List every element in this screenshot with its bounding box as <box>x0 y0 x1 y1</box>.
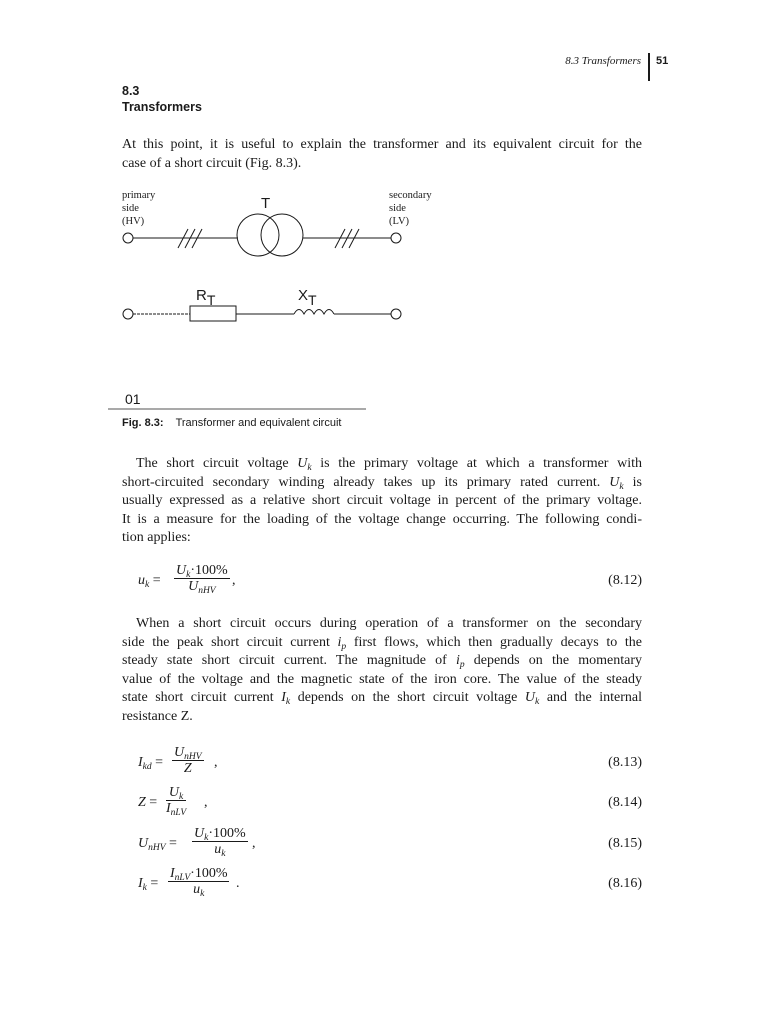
equation-8-16: $I_k$ = $I_{nLV}\cdot 100\%$ $u_k$ . (8.16) <box>138 866 642 899</box>
transformer-symbol-label: T <box>261 195 271 212</box>
equation-number: (8.15) <box>608 836 642 851</box>
resistance-label: $R_T$ <box>196 287 216 308</box>
short-circuit-voltage-paragraph: The short circuit voltage $U_k$ is the primary voltage at which a transformer with short-circuited secondary winding already takes up its primary rated current. $U_k$ is usually expressed as a relative short circuit voltage in percent of the primary voltage. It is a measure for the loading of the voltage change occurring. The following condi- tion applies: <box>122 456 642 545</box>
intro-line: case of a short circuit (Fig. 8.3). <box>122 155 302 171</box>
terminal-secondary-lv <box>391 233 401 243</box>
transformer-figure <box>108 185 453 415</box>
section-number: 8.3 <box>122 84 140 98</box>
intro-paragraph <box>122 136 642 173</box>
page-number: 51 <box>656 55 669 67</box>
inductor-xt <box>294 310 334 315</box>
transformer-coil-secondary <box>261 214 303 256</box>
secondary-side-label: secondary side (LV) <box>389 190 432 227</box>
short-circuit-current-paragraph: When a short circuit occurs during operation of a transformer on the secondary side the peak short circuit current $i_p$ first flows, which then gradually decays to the steady state short circuit current. The magnitude of $i_p$ depends on the momentary value of the voltage and the magnetic state of the iron core. The value of the steady state short circuit current $I_k$ depends on the short circuit voltage $U_k$ and the internal resistance Z. <box>122 616 642 724</box>
caption-text: Transformer and equivalent circuit <box>175 417 342 429</box>
caption-label: Fig. 8.3: <box>122 417 164 429</box>
equation-number: (8.14) <box>608 795 642 810</box>
transformer-coil-primary <box>237 214 279 256</box>
intro-line: At this point, it is useful to explain the transformer and its equivalent circuit for the <box>122 137 642 152</box>
header-divider <box>648 53 650 81</box>
figure-id: 01 <box>125 391 141 407</box>
section-title: Transformers <box>122 100 202 114</box>
equation-8-13: $I_{kd}$ = $U_{nHV}$ Z , (8.13) <box>138 745 642 776</box>
equation-number: (8.12) <box>608 573 642 588</box>
terminal-secondary-eq <box>391 309 401 319</box>
equation-8-14: Z = $U_k$ $I_{nLV}$ , (8.14) <box>138 785 642 818</box>
terminal-primary-hv <box>123 233 133 243</box>
equation-8-15: $U_{nHV}$ = $\frac{U_k\cdot 100\%}{u_k}$ , (8.15) <box>138 826 642 859</box>
reactance-label: $X_T$ <box>298 287 317 308</box>
terminal-primary-eq <box>123 309 133 319</box>
equation-number: (8.13) <box>608 755 642 770</box>
figure-caption <box>122 417 341 429</box>
running-header-title: 8.3 Transformers <box>565 55 641 67</box>
resistor-rt <box>190 306 236 321</box>
primary-side-label: primary side (HV) <box>122 190 156 227</box>
equation-8-12: $u_k$ = $U_k\cdot 100\%$ $U_{nHV}$ , (8.12) <box>138 563 642 596</box>
equation-number: (8.16) <box>608 876 642 891</box>
